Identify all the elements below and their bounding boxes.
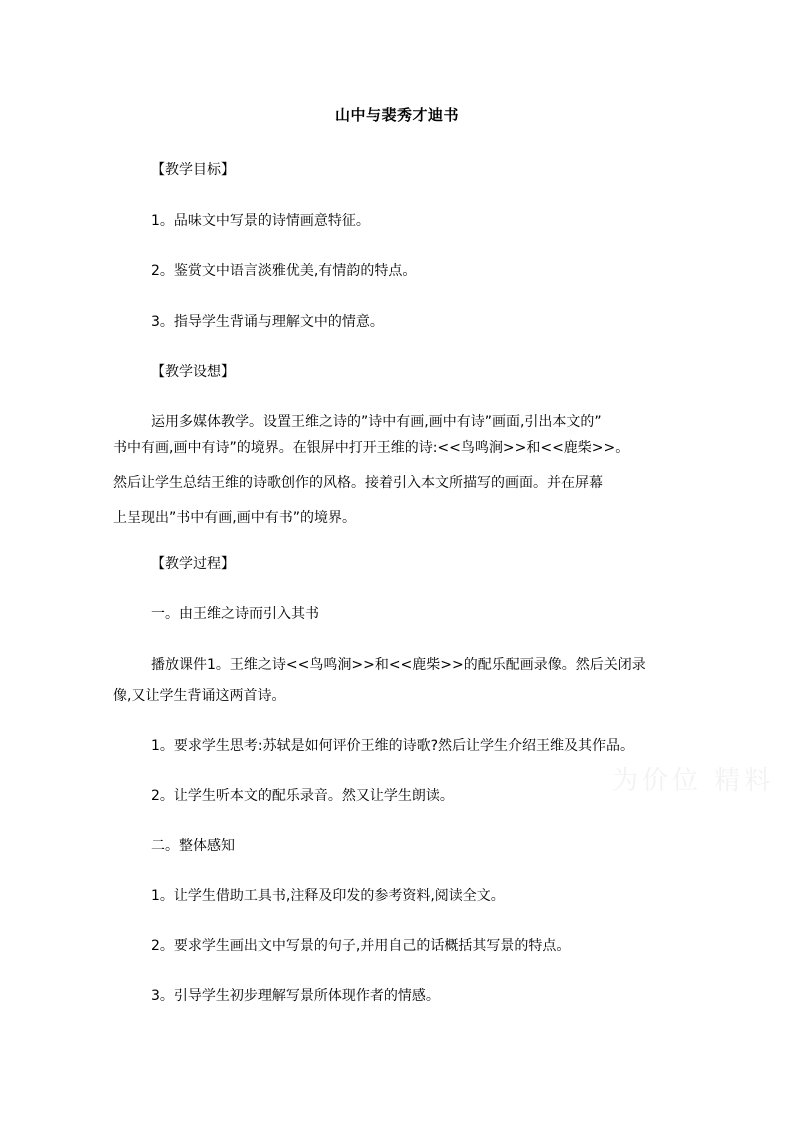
section2-item-2: 2。要求学生画出文中写景的句子,并用自己的话概括其写景的特点。 bbox=[151, 938, 571, 954]
section2-item-3: 3。引导学生初步理解写景所体现作者的情感。 bbox=[151, 988, 440, 1004]
courseware-line-1: 播放课件1。王维之诗<<鸟鸣涧>>和<<鹿柴>>的配乐配画录像。然后关闭录 bbox=[151, 657, 646, 673]
objective-item-1: 1。品味文中写景的诗情画意特征。 bbox=[151, 213, 370, 229]
section1-item-1: 1。要求学生思考:苏轼是如何评价王维的诗歌?然后让学生介绍王维及其作品。 bbox=[151, 738, 635, 754]
process-heading: 【教学过程】 bbox=[151, 556, 235, 572]
section2-heading: 二。整体感知 bbox=[151, 838, 235, 854]
concept-line-4: 上呈现出”书中有画,画中有书”的境界。 bbox=[113, 510, 356, 526]
objective-item-3: 3。指导学生背诵与理解文中的情意。 bbox=[151, 314, 384, 330]
document-title: 山中与裴秀才迪书 bbox=[334, 106, 459, 124]
courseware-line-2: 像,又让学生背诵这两首诗。 bbox=[113, 688, 286, 704]
concept-line-2: 书中有画,画中有诗”的境界。在银屏中打开王维的诗:<<鸟鸣涧>>和<<鹿柴>>。 bbox=[113, 440, 630, 456]
concept-heading: 【教学设想】 bbox=[151, 364, 235, 380]
concept-line-1: 运用多媒体教学。设置王维之诗的”诗中有画,画中有诗”画面,引出本文的” bbox=[151, 414, 602, 430]
objective-item-2: 2。鉴赏文中语言淡雅优美,有情韵的特点。 bbox=[151, 263, 417, 279]
section1-item-2: 2。让学生听本文的配乐录音。然又让学生朗读。 bbox=[151, 788, 454, 804]
section1-heading: 一。由王维之诗而引入其书 bbox=[151, 606, 319, 622]
watermark: 为价位 精料 bbox=[612, 766, 775, 796]
section2-item-1: 1。让学生借助工具书,注释及印发的参考资料,阅读全文。 bbox=[151, 888, 505, 904]
concept-line-3: 然后让学生总结王维的诗歌创作的风格。接着引入本文所描写的画面。并在屏幕 bbox=[113, 475, 603, 491]
objectives-heading: 【教学目标】 bbox=[151, 162, 235, 178]
